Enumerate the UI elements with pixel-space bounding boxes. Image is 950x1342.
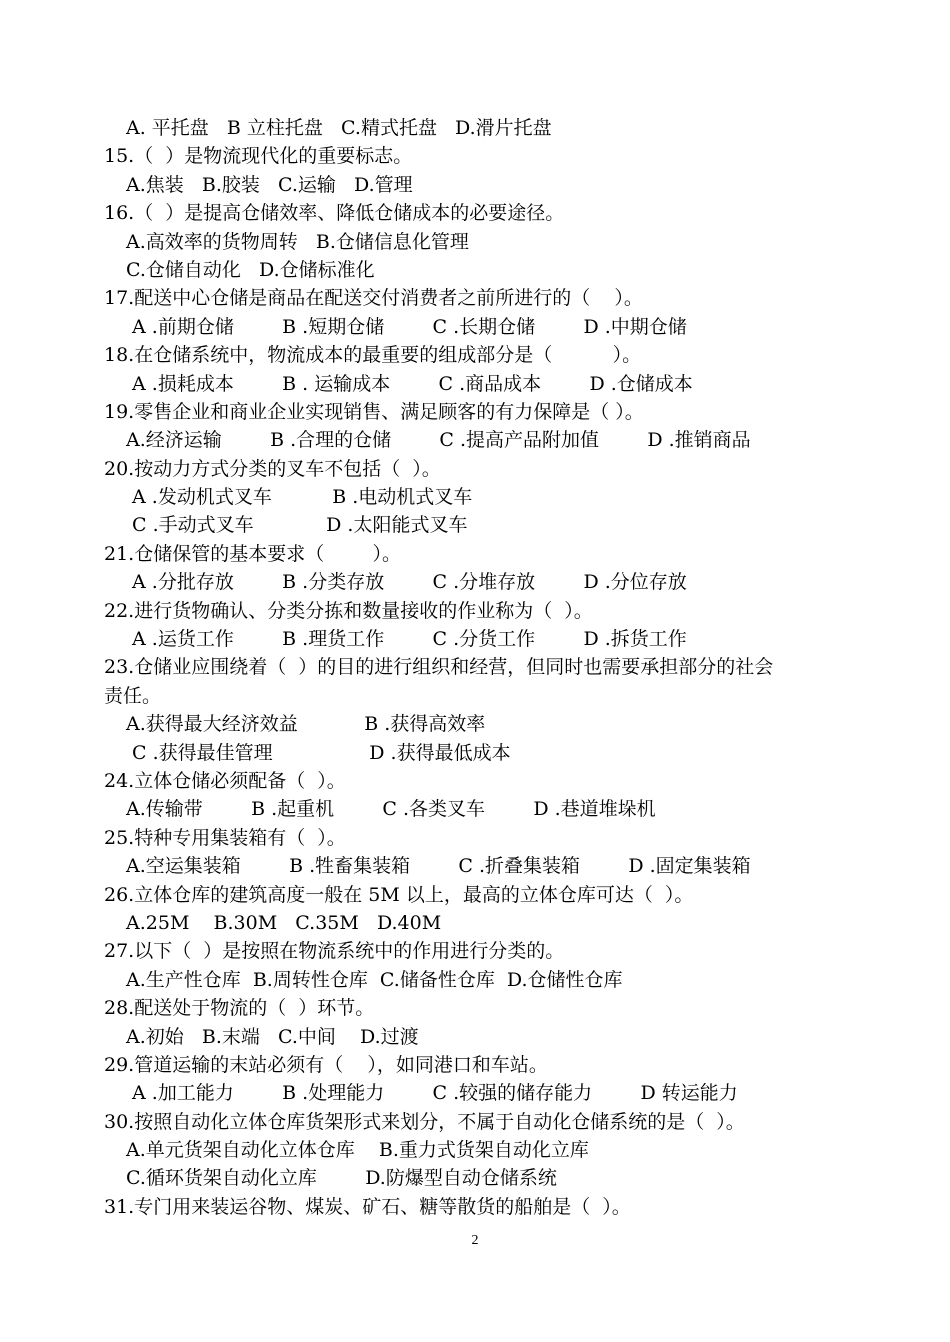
question-text: 22.进行货物确认、分类分拣和数量接收的作业称为（ ）。 (104, 599, 593, 622)
answer-options: A.获得最大经济效益 B .获得高效率 (126, 713, 486, 736)
answer-options: C .获得最佳管理 D .获得最低成本 (126, 741, 511, 764)
answer-options: A .损耗成本 B . 运输成本 C .商品成本 D .仓储成本 (126, 372, 693, 395)
question-text: 28.配送处于物流的（ ）环节。 (104, 997, 375, 1020)
answer-options: A.传输带 B .起重机 C .各类叉车 D .巷道堆垛机 (126, 798, 656, 821)
question-text: 20.按动力方式分类的叉车不包括（ ）。 (104, 457, 441, 480)
answer-options: A.空运集装箱 B .牲畜集装箱 C .折叠集装箱 D .固定集装箱 (126, 855, 751, 878)
answer-options: A .前期仓储 B .短期仓储 C .长期仓储 D .中期仓储 (126, 315, 687, 338)
question-text: 27.以下（ ）是按照在物流系统中的作用进行分类的。 (104, 940, 565, 963)
question-list (104, 114, 864, 1221)
answer-options: A .发动机式叉车 B .电动机式叉车 (126, 486, 473, 509)
answer-options: A.单元货架自动化立体仓库 B.重力式货架自动化立库 (126, 1139, 589, 1162)
question-text: 18.在仓储系统中，物流成本的最重要的组成部分是（ ）。 (104, 344, 642, 367)
answer-options: A.焦装 B.胶装 C.运输 D.管理 (126, 173, 413, 196)
answer-options: A .运货工作 B .理货工作 C .分货工作 D .拆货工作 (126, 628, 687, 651)
answer-options: A .分批存放 B .分类存放 C .分堆存放 D .分位存放 (126, 571, 687, 594)
answer-options: A. 平托盘 B 立柱托盘 C.精式托盘 D.滑片托盘 (126, 117, 552, 139)
question-text: 23.仓储业应围绕着（ ）的目的进行组织和经营，但同时也需要承担部分的社会 (104, 656, 774, 679)
question-text: 31.专门用来装运谷物、煤炭、矿石、糖等散货的船舶是（ ）。 (104, 1195, 631, 1218)
question-text: 17.配送中心仓储是商品在配送交付消费者之前所进行的（ ）。 (104, 287, 643, 310)
answer-options: A.25M B.30M C.35M D.40M (126, 911, 442, 934)
answer-options: A.初始 B.末端 C.中间 D.过渡 (126, 1025, 419, 1048)
question-text: 25.特种专用集装箱有（ ）。 (104, 826, 346, 849)
question-text: 19.零售企业和商业企业实现销售、满足顾客的有力保障是（ ）。 (104, 400, 644, 423)
answer-options: A.经济运输 B .合理的仓储 C .提高产品附加值 D .推销商品 (126, 429, 751, 452)
answer-options: A .加工能力 B .处理能力 C .较强的储存能力 D 转运能力 (126, 1082, 738, 1105)
answer-options: C.仓储自动化 D.仓储标准化 (126, 258, 375, 281)
question-text: 责任。 (104, 684, 162, 707)
answer-options: C .手动式叉车 D .太阳能式叉车 (126, 514, 468, 537)
answer-options: C.循环货架自动化立库 D.防爆型自动仓储系统 (126, 1167, 557, 1190)
question-text: 15.（ ）是物流现代化的重要标志。 (104, 145, 413, 168)
question-text: 21.仓储保管的基本要求（ ）。 (104, 542, 402, 565)
question-text: 24.立体仓储必须配备（ ）。 (104, 769, 346, 792)
page-number: 2 (471, 1233, 479, 1248)
question-text: 30.按照自动化立体仓库货架形式来划分，不属于自动化仓储系统的是（ ）。 (104, 1110, 745, 1133)
question-text: 16.（ ）是提高仓储效率、降低仓储成本的必要途径。 (104, 202, 565, 225)
answer-options: A.高效率的货物周转 B.仓储信息化管理 (126, 230, 469, 253)
question-text: 26.立体仓库的建筑高度一般在 5M 以上，最高的立体仓库可达（ ）。 (104, 883, 694, 906)
answer-options: A.生产性仓库 B.周转性仓库 C.储备性仓库 D.仓储性仓库 (126, 968, 623, 991)
question-text: 29.管道运输的末站必须有（ ），如同港口和车站。 (104, 1053, 548, 1076)
